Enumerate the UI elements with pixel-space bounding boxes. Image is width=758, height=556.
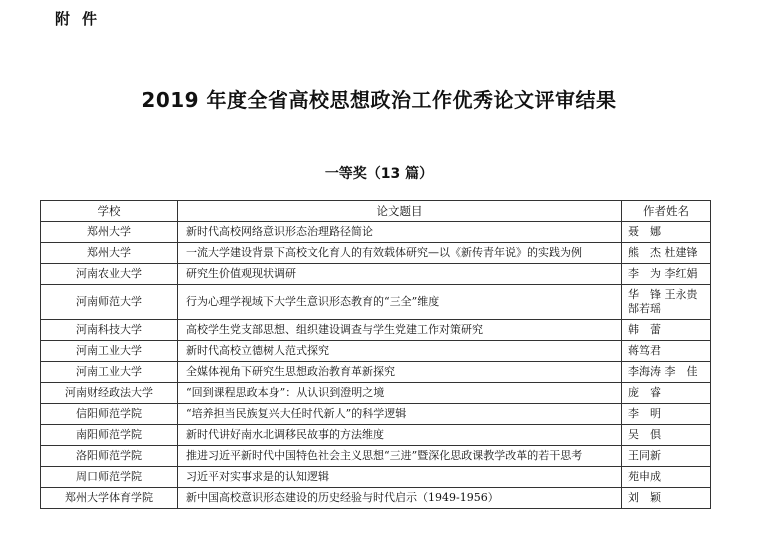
header-school: 学校 [41, 201, 178, 222]
author-cell: 刘 颖 [622, 488, 711, 509]
author-cell: 韩 蕾 [622, 320, 711, 341]
table-row [41, 383, 711, 404]
paper-cell: 全媒体视角下研究生思想政治教育革新探究 [178, 362, 622, 383]
school-cell: 郑州大学 [41, 243, 178, 264]
paper-cell: 一流大学建设背景下高校文化育人的有效载体研究—以《新传青年说》的实践为例 [178, 243, 622, 264]
section-title: 一等奖（13 篇） [324, 166, 434, 182]
author-cell: 李 明 [622, 404, 711, 425]
header-paper: 论文题目 [178, 201, 622, 222]
author-cell: 李 为 李红娟 [622, 264, 711, 285]
school-cell: 河南师范大学 [41, 285, 178, 320]
author-cell: 王同新 [622, 446, 711, 467]
attachment-label: 附件 [55, 10, 110, 28]
table-row [41, 362, 711, 383]
table-row [41, 285, 711, 320]
author-cell: 吴 倶 [622, 425, 711, 446]
table-row [41, 404, 711, 425]
school-cell: 周口师范学院 [41, 467, 178, 488]
author-cell: 李海涛 李 佳 [622, 362, 711, 383]
paper-cell: “培养担当民族复兴大任时代新人”的科学逻辑 [178, 404, 622, 425]
author-cell: 熊 杰 杜建锋 [622, 243, 711, 264]
author-cell: 聂 娜 [622, 222, 711, 243]
table-row [41, 467, 711, 488]
table-row [41, 320, 711, 341]
paper-cell: 行为心理学视域下大学生意识形态教育的“三全”维度 [178, 285, 622, 320]
paper-cell: “回到课程思政本身”：从认识到澄明之境 [178, 383, 622, 404]
paper-cell: 研究生价值观现状调研 [178, 264, 622, 285]
table-row [41, 264, 711, 285]
table-header-row [41, 201, 711, 222]
school-cell: 南阳师范学院 [41, 425, 178, 446]
table-row [41, 222, 711, 243]
paper-cell: 推进习近平新时代中国特色社会主义思想“三进”暨深化思政课教学改革的若干思考 [178, 446, 622, 467]
author-cell: 苑申成 [622, 467, 711, 488]
table-row [41, 341, 711, 362]
paper-cell: 新中国高校意识形态建设的历史经验与时代启示（1949-1956） [178, 488, 622, 509]
table-row [41, 425, 711, 446]
school-cell: 信阳师范学院 [41, 404, 178, 425]
results-table [40, 200, 711, 509]
author-cell: 华 锋 王永贵 郜若瑶 [622, 285, 711, 320]
header-author: 作者姓名 [622, 201, 711, 222]
paper-cell: 新时代高校立德树人范式探究 [178, 341, 622, 362]
school-cell: 河南工业大学 [41, 362, 178, 383]
table-row [41, 488, 711, 509]
author-cell: 庞 睿 [622, 383, 711, 404]
school-cell: 郑州大学 [41, 222, 178, 243]
paper-cell: 高校学生党支部思想、组织建设调查与学生党建工作对策研究 [178, 320, 622, 341]
paper-cell: 新时代高校网络意识形态治理路径简论 [178, 222, 622, 243]
school-cell: 郑州大学体育学院 [41, 488, 178, 509]
school-cell: 河南科技大学 [41, 320, 178, 341]
school-cell: 河南农业大学 [41, 264, 178, 285]
paper-cell: 习近平对实事求是的认知逻辑 [178, 467, 622, 488]
school-cell: 洛阳师范学院 [41, 446, 178, 467]
table-row [41, 446, 711, 467]
school-cell: 河南工业大学 [41, 341, 178, 362]
school-cell: 河南财经政法大学 [41, 383, 178, 404]
author-cell: 蒋笃君 [622, 341, 711, 362]
document-title: 2019 年度全省高校思想政治工作优秀论文评审结果 [141, 88, 617, 112]
table-row [41, 243, 711, 264]
paper-cell: 新时代讲好南水北调移民故事的方法维度 [178, 425, 622, 446]
